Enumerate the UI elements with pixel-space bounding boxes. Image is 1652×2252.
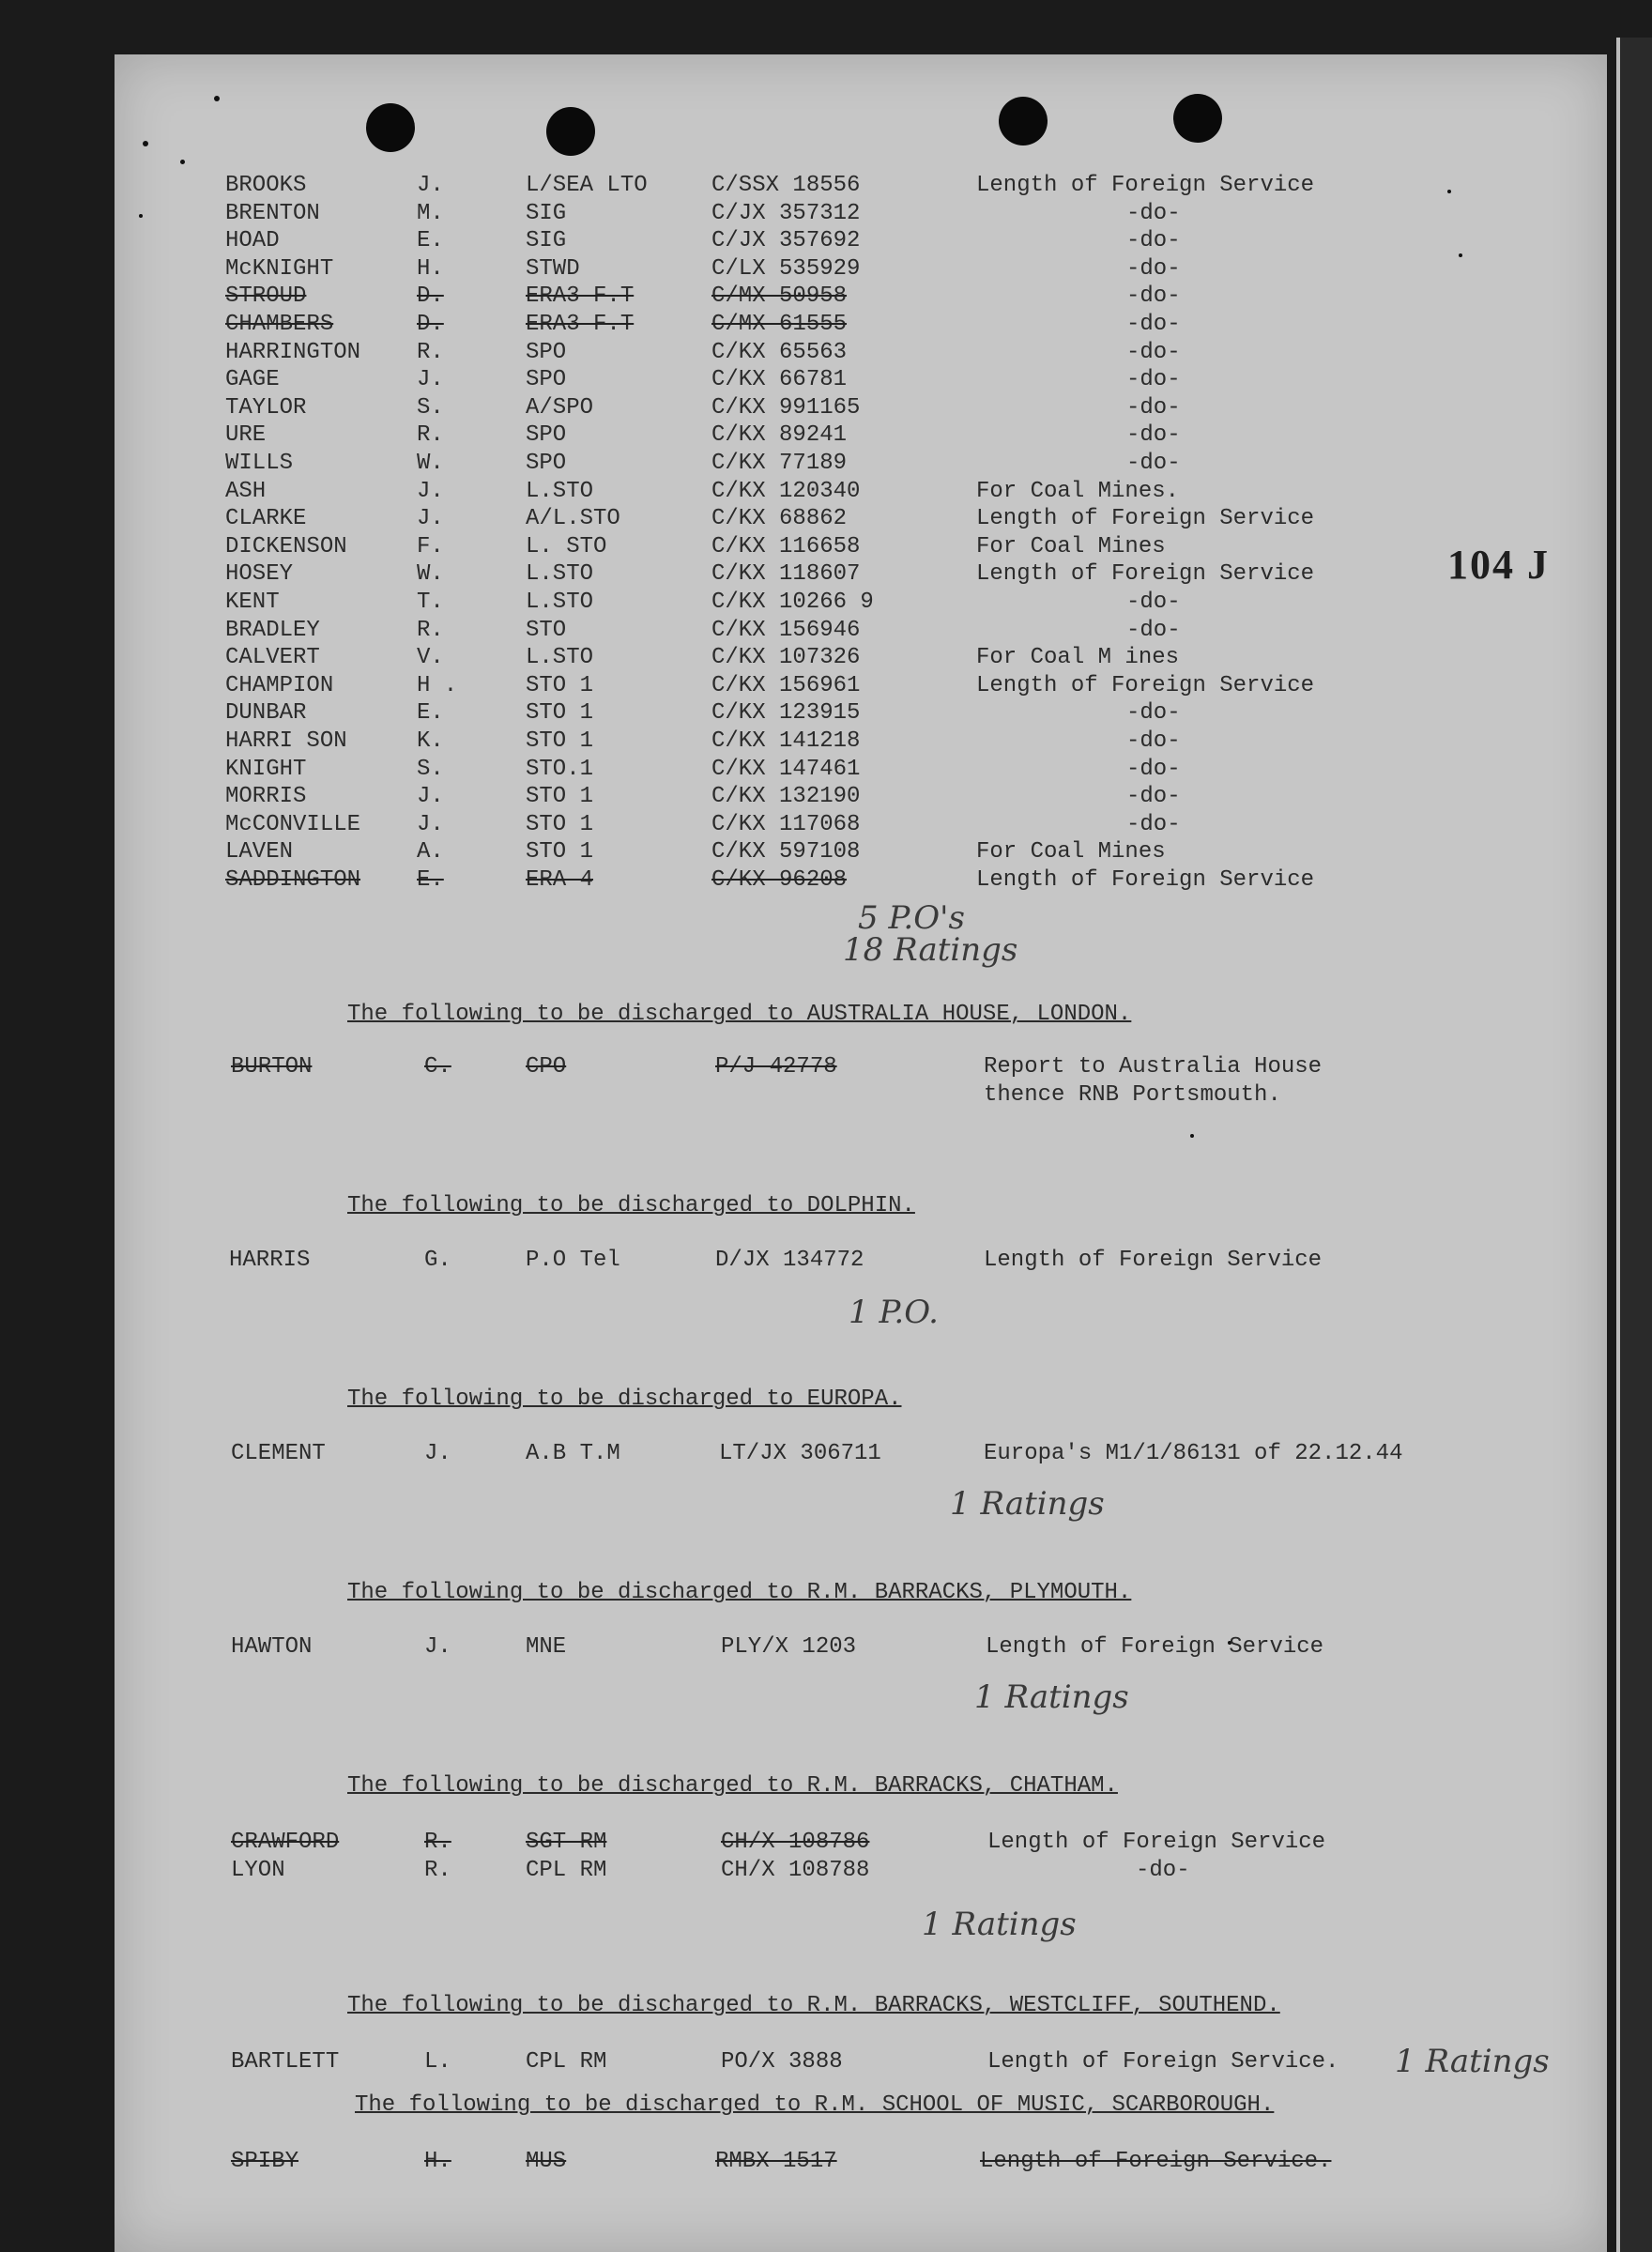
service-number: C/KX 156946 <box>711 617 861 643</box>
document-page <box>115 54 1607 2252</box>
initial: G. <box>424 1248 451 1273</box>
rank: ERA 4 <box>526 867 594 893</box>
initial: W. <box>417 451 444 476</box>
punch-hole <box>366 103 415 152</box>
surname: CLARKE <box>225 506 307 532</box>
table-row <box>115 1247 1607 1275</box>
table-row <box>115 672 1607 700</box>
surname: BRENTON <box>225 200 320 226</box>
note: -do- <box>1126 756 1181 782</box>
table-row <box>115 838 1607 866</box>
note: -do- <box>1126 728 1181 754</box>
handwritten-count: 1 Ratings <box>1395 2043 1550 2080</box>
surname: KENT <box>225 590 280 615</box>
surname: CRAWFORD <box>231 1830 340 1855</box>
table-row <box>115 478 1607 506</box>
note: Length of Foreign Service <box>976 867 1315 893</box>
surname: WILLS <box>225 451 294 476</box>
note: Length of Foreign Service <box>987 1830 1326 1855</box>
service-number: CH/X 108786 <box>721 1830 870 1855</box>
note: For Coal M ines <box>976 645 1180 671</box>
service-number: C/MX 61555 <box>711 312 848 337</box>
initial: S. <box>417 394 444 421</box>
table-row-continuation <box>115 1081 1607 1110</box>
service-number: C/KX 991165 <box>711 394 861 421</box>
surname: SADDINGTON <box>225 867 361 893</box>
table-row <box>115 783 1607 811</box>
initial: V. <box>417 645 444 671</box>
note: -do- <box>1136 1858 1190 1883</box>
service-number: C/KX 66781 <box>711 367 848 393</box>
section-heading-europa: The following to be discharged to EUROPA. <box>347 1386 902 1412</box>
note: Length of Foreign Service <box>976 506 1315 532</box>
note: -do- <box>1126 255 1181 282</box>
rank: MNE <box>526 1634 567 1660</box>
surname: HARRI SON <box>225 728 347 754</box>
surname: TAYLOR <box>225 394 307 421</box>
initial: J. <box>424 1634 451 1660</box>
rank: A/SPO <box>526 394 594 421</box>
rank: L.STO <box>526 645 594 671</box>
section-heading-dolphin: The following to be discharged to DOLPHIN. <box>347 1193 915 1218</box>
table-row <box>115 2048 1607 2076</box>
initial: D. <box>417 283 444 310</box>
service-number: C/KX 123915 <box>711 700 861 727</box>
table-row <box>115 394 1607 422</box>
service-number: C/KX 147461 <box>711 756 861 782</box>
note: -do- <box>1126 451 1181 476</box>
surname: BARTLETT <box>231 2049 340 2075</box>
surname: BROOKS <box>225 173 307 198</box>
service-number: RMBX 1517 <box>715 2149 837 2174</box>
table-row <box>115 699 1607 728</box>
surname: BRADLEY <box>225 617 320 643</box>
rank: SIG <box>526 228 567 254</box>
table-row <box>115 533 1607 561</box>
note: -do- <box>1126 811 1181 837</box>
service-number: C/JX 357312 <box>711 200 861 226</box>
service-number: C/KX 107326 <box>711 645 861 671</box>
rank: L.STO <box>526 478 594 504</box>
service-number: CH/X 108788 <box>721 1858 870 1883</box>
service-number: C/KX 116658 <box>711 533 861 559</box>
rank: STWD <box>526 255 580 282</box>
handwritten-count: 1 Ratings <box>950 1485 1105 1523</box>
surname: BURTON <box>231 1054 313 1080</box>
note: -do- <box>1126 200 1181 226</box>
table-row <box>115 450 1607 478</box>
note: Length of Foreign Service <box>984 1248 1323 1273</box>
table-row <box>115 644 1607 672</box>
initial: A. <box>417 839 444 866</box>
surname: SPIBY <box>231 2149 299 2174</box>
initial: E. <box>417 867 444 893</box>
table-row <box>115 1633 1607 1662</box>
section-heading-chatham: The following to be discharged to R.M. BARRACKS, CHATHAM. <box>347 1773 1118 1799</box>
service-number: C/KX 117068 <box>711 811 861 837</box>
rank: STO 1 <box>526 672 594 698</box>
table-row <box>115 339 1607 367</box>
initial: R. <box>424 1858 451 1883</box>
surname: HOAD <box>225 228 280 254</box>
table-row <box>115 560 1607 589</box>
speck <box>1190 1134 1194 1138</box>
surname: HARRINGTON <box>225 339 361 365</box>
initial: D. <box>417 312 444 337</box>
rank: STO 1 <box>526 728 594 754</box>
surname: URE <box>225 422 267 449</box>
section-heading-music: The following to be discharged to R.M. SCHOOL OF MUSIC, SCARBOROUGH. <box>355 2092 1275 2118</box>
speck <box>214 96 220 101</box>
punch-hole <box>1173 94 1222 143</box>
note: Length of Foreign Service <box>986 1634 1324 1660</box>
initial: H. <box>424 2149 451 2174</box>
service-number: C/SSX 18556 <box>711 173 861 198</box>
section-heading-australia: The following to be discharged to AUSTRALIA HOUSE, LONDON. <box>347 1002 1132 1027</box>
initial: S. <box>417 756 444 782</box>
note: Length of Foreign Service. <box>980 2149 1332 2174</box>
service-number: C/KX 96208 <box>711 867 848 893</box>
initial: J. <box>417 811 444 837</box>
surname: LAVEN <box>225 839 294 866</box>
note: Length of Foreign Service. <box>987 2049 1339 2075</box>
initial: E. <box>417 228 444 254</box>
rank: STO 1 <box>526 839 594 866</box>
table-row <box>115 866 1607 895</box>
table-row <box>115 728 1607 756</box>
note: For Coal Mines. <box>976 478 1180 504</box>
surname: KNIGHT <box>225 756 307 782</box>
note: For Coal Mines <box>976 533 1166 559</box>
rank: L. STO <box>526 533 607 559</box>
initial: R. <box>417 339 444 365</box>
note: -do- <box>1126 422 1181 449</box>
note: Europa's M1/1/86131 of 22.12.44 <box>984 1441 1403 1466</box>
service-number: C/KX 77189 <box>711 451 848 476</box>
surname: MORRIS <box>225 784 307 810</box>
initial: R. <box>417 422 444 449</box>
rank: MUS <box>526 2149 567 2174</box>
service-number: C/MX 50958 <box>711 283 848 310</box>
table-row <box>115 200 1607 228</box>
service-number: C/KX 132190 <box>711 784 861 810</box>
initial: E. <box>417 700 444 727</box>
rank: A/L.STO <box>526 506 620 532</box>
page-stamp: 104 J <box>1447 542 1550 588</box>
service-number: C/KX 120340 <box>711 478 861 504</box>
rank: STO 1 <box>526 700 594 727</box>
service-number: C/KX 597108 <box>711 839 861 866</box>
rank: L/SEA LTO <box>526 173 648 198</box>
table-row <box>115 589 1607 617</box>
service-number: C/KX 65563 <box>711 339 848 365</box>
surname: CLEMENT <box>231 1441 326 1466</box>
rank: CPO <box>526 1054 567 1080</box>
table-row <box>115 172 1607 200</box>
table-row <box>115 227 1607 255</box>
table-row <box>115 2148 1607 2176</box>
note: -do- <box>1126 228 1181 254</box>
note: -do- <box>1126 312 1181 337</box>
table-row <box>115 366 1607 394</box>
handwritten-count: 1 Ratings <box>922 1906 1077 1943</box>
service-number: C/JX 357692 <box>711 228 861 254</box>
rank: A.B T.M <box>526 1441 620 1466</box>
punch-hole <box>546 107 595 156</box>
initial: K. <box>417 728 444 754</box>
surname: CHAMBERS <box>225 312 334 337</box>
note: -do- <box>1126 617 1181 643</box>
table-row <box>115 283 1607 311</box>
table-row <box>115 311 1607 339</box>
service-number: C/KX 68862 <box>711 506 848 532</box>
rank: STO 1 <box>526 784 594 810</box>
rank: SPO <box>526 451 567 476</box>
initial: L. <box>424 2049 451 2075</box>
service-number: PLY/X 1203 <box>721 1634 857 1660</box>
surname: DICKENSON <box>225 533 347 559</box>
initial: J. <box>424 1441 451 1466</box>
speck <box>180 160 185 164</box>
note: Report to Australia House <box>984 1054 1323 1080</box>
note: -do- <box>1126 784 1181 810</box>
surname: HOSEY <box>225 561 294 588</box>
section-heading-plymouth: The following to be discharged to R.M. BARRACKS, PLYMOUTH. <box>347 1580 1132 1605</box>
service-number: C/KX 89241 <box>711 422 848 449</box>
note: -do- <box>1126 590 1181 615</box>
handwritten-count: 18 Ratings <box>843 931 1018 969</box>
punch-hole <box>999 97 1048 146</box>
rank: SPO <box>526 367 567 393</box>
service-number: C/KX 10266 9 <box>711 590 874 615</box>
surname: CHAMPION <box>225 672 334 698</box>
rank: L.STO <box>526 590 594 615</box>
rank: P.O Tel <box>526 1248 620 1273</box>
adjacent-page-edge <box>1616 38 1652 2252</box>
handwritten-count: 1 P.O. <box>849 1294 939 1331</box>
rank: SIG <box>526 200 567 226</box>
service-number: C/LX 535929 <box>711 255 861 282</box>
note: -do- <box>1126 700 1181 727</box>
handwritten-count: 1 Ratings <box>974 1678 1129 1716</box>
initial: W. <box>417 561 444 588</box>
section-heading-westcliff: The following to be discharged to R.M. BARRACKS, WESTCLIFF, SOUTHEND. <box>347 1993 1280 2018</box>
service-number: C/KX 141218 <box>711 728 861 754</box>
note: -do- <box>1126 367 1181 393</box>
rank: CPL RM <box>526 1858 607 1883</box>
rank: ERA3 F.T <box>526 312 635 337</box>
surname: McCONVILLE <box>225 811 361 837</box>
initial: J. <box>417 367 444 393</box>
rank: SPO <box>526 339 567 365</box>
table-row <box>115 756 1607 784</box>
note: -do- <box>1126 283 1181 310</box>
initial: T. <box>417 590 444 615</box>
table-row <box>115 811 1607 839</box>
handwritten-count: 5 P.O's <box>858 899 965 937</box>
initial: J. <box>417 784 444 810</box>
note: Length of Foreign Service <box>976 672 1315 698</box>
table-row <box>115 1053 1607 1081</box>
service-number: LT/JX 306711 <box>719 1441 881 1466</box>
initial: C. <box>424 1054 451 1080</box>
rank: CPL RM <box>526 2049 607 2075</box>
table-row <box>115 1829 1607 1857</box>
initial: J. <box>417 478 444 504</box>
initial: H. <box>417 255 444 282</box>
rank: STO.1 <box>526 756 594 782</box>
surname: ASH <box>225 478 267 504</box>
speck <box>143 141 148 146</box>
surname: STROUD <box>225 283 307 310</box>
service-number: C/KX 156961 <box>711 672 861 698</box>
surname: CALVERT <box>225 645 320 671</box>
initial: H . <box>417 672 458 698</box>
service-number: PO/X 3888 <box>721 2049 843 2075</box>
surname: GAGE <box>225 367 280 393</box>
note: -do- <box>1126 339 1181 365</box>
table-row <box>115 255 1607 283</box>
table-row <box>115 1857 1607 1885</box>
initial: F. <box>417 533 444 559</box>
surname: HARRIS <box>229 1248 311 1273</box>
rank: ERA3 F.T <box>526 283 635 310</box>
table-row <box>115 505 1607 533</box>
note: -do- <box>1126 394 1181 421</box>
table-row <box>115 1440 1607 1468</box>
surname: McKNIGHT <box>225 255 334 282</box>
note: thence RNB Portsmouth. <box>984 1082 1281 1108</box>
initial: R. <box>424 1830 451 1855</box>
rank: SPO <box>526 422 567 449</box>
note: Length of Foreign Service <box>976 561 1315 588</box>
surname: DUNBAR <box>225 700 307 727</box>
initial: M. <box>417 200 444 226</box>
rank: STO <box>526 617 567 643</box>
initial: R. <box>417 617 444 643</box>
rank: L.STO <box>526 561 594 588</box>
service-number: C/KX 118607 <box>711 561 861 588</box>
service-number: D/JX 134772 <box>715 1248 864 1273</box>
note: Length of Foreign Service <box>976 173 1315 198</box>
service-number: P/J 42778 <box>715 1054 837 1080</box>
surname: HAWTON <box>231 1634 313 1660</box>
table-row <box>115 617 1607 645</box>
initial: J. <box>417 173 444 198</box>
rank: STO 1 <box>526 811 594 837</box>
table-row <box>115 421 1607 450</box>
initial: J. <box>417 506 444 532</box>
surname: LYON <box>231 1858 285 1883</box>
note: For Coal Mines <box>976 839 1166 866</box>
rank: SGT RM <box>526 1830 607 1855</box>
